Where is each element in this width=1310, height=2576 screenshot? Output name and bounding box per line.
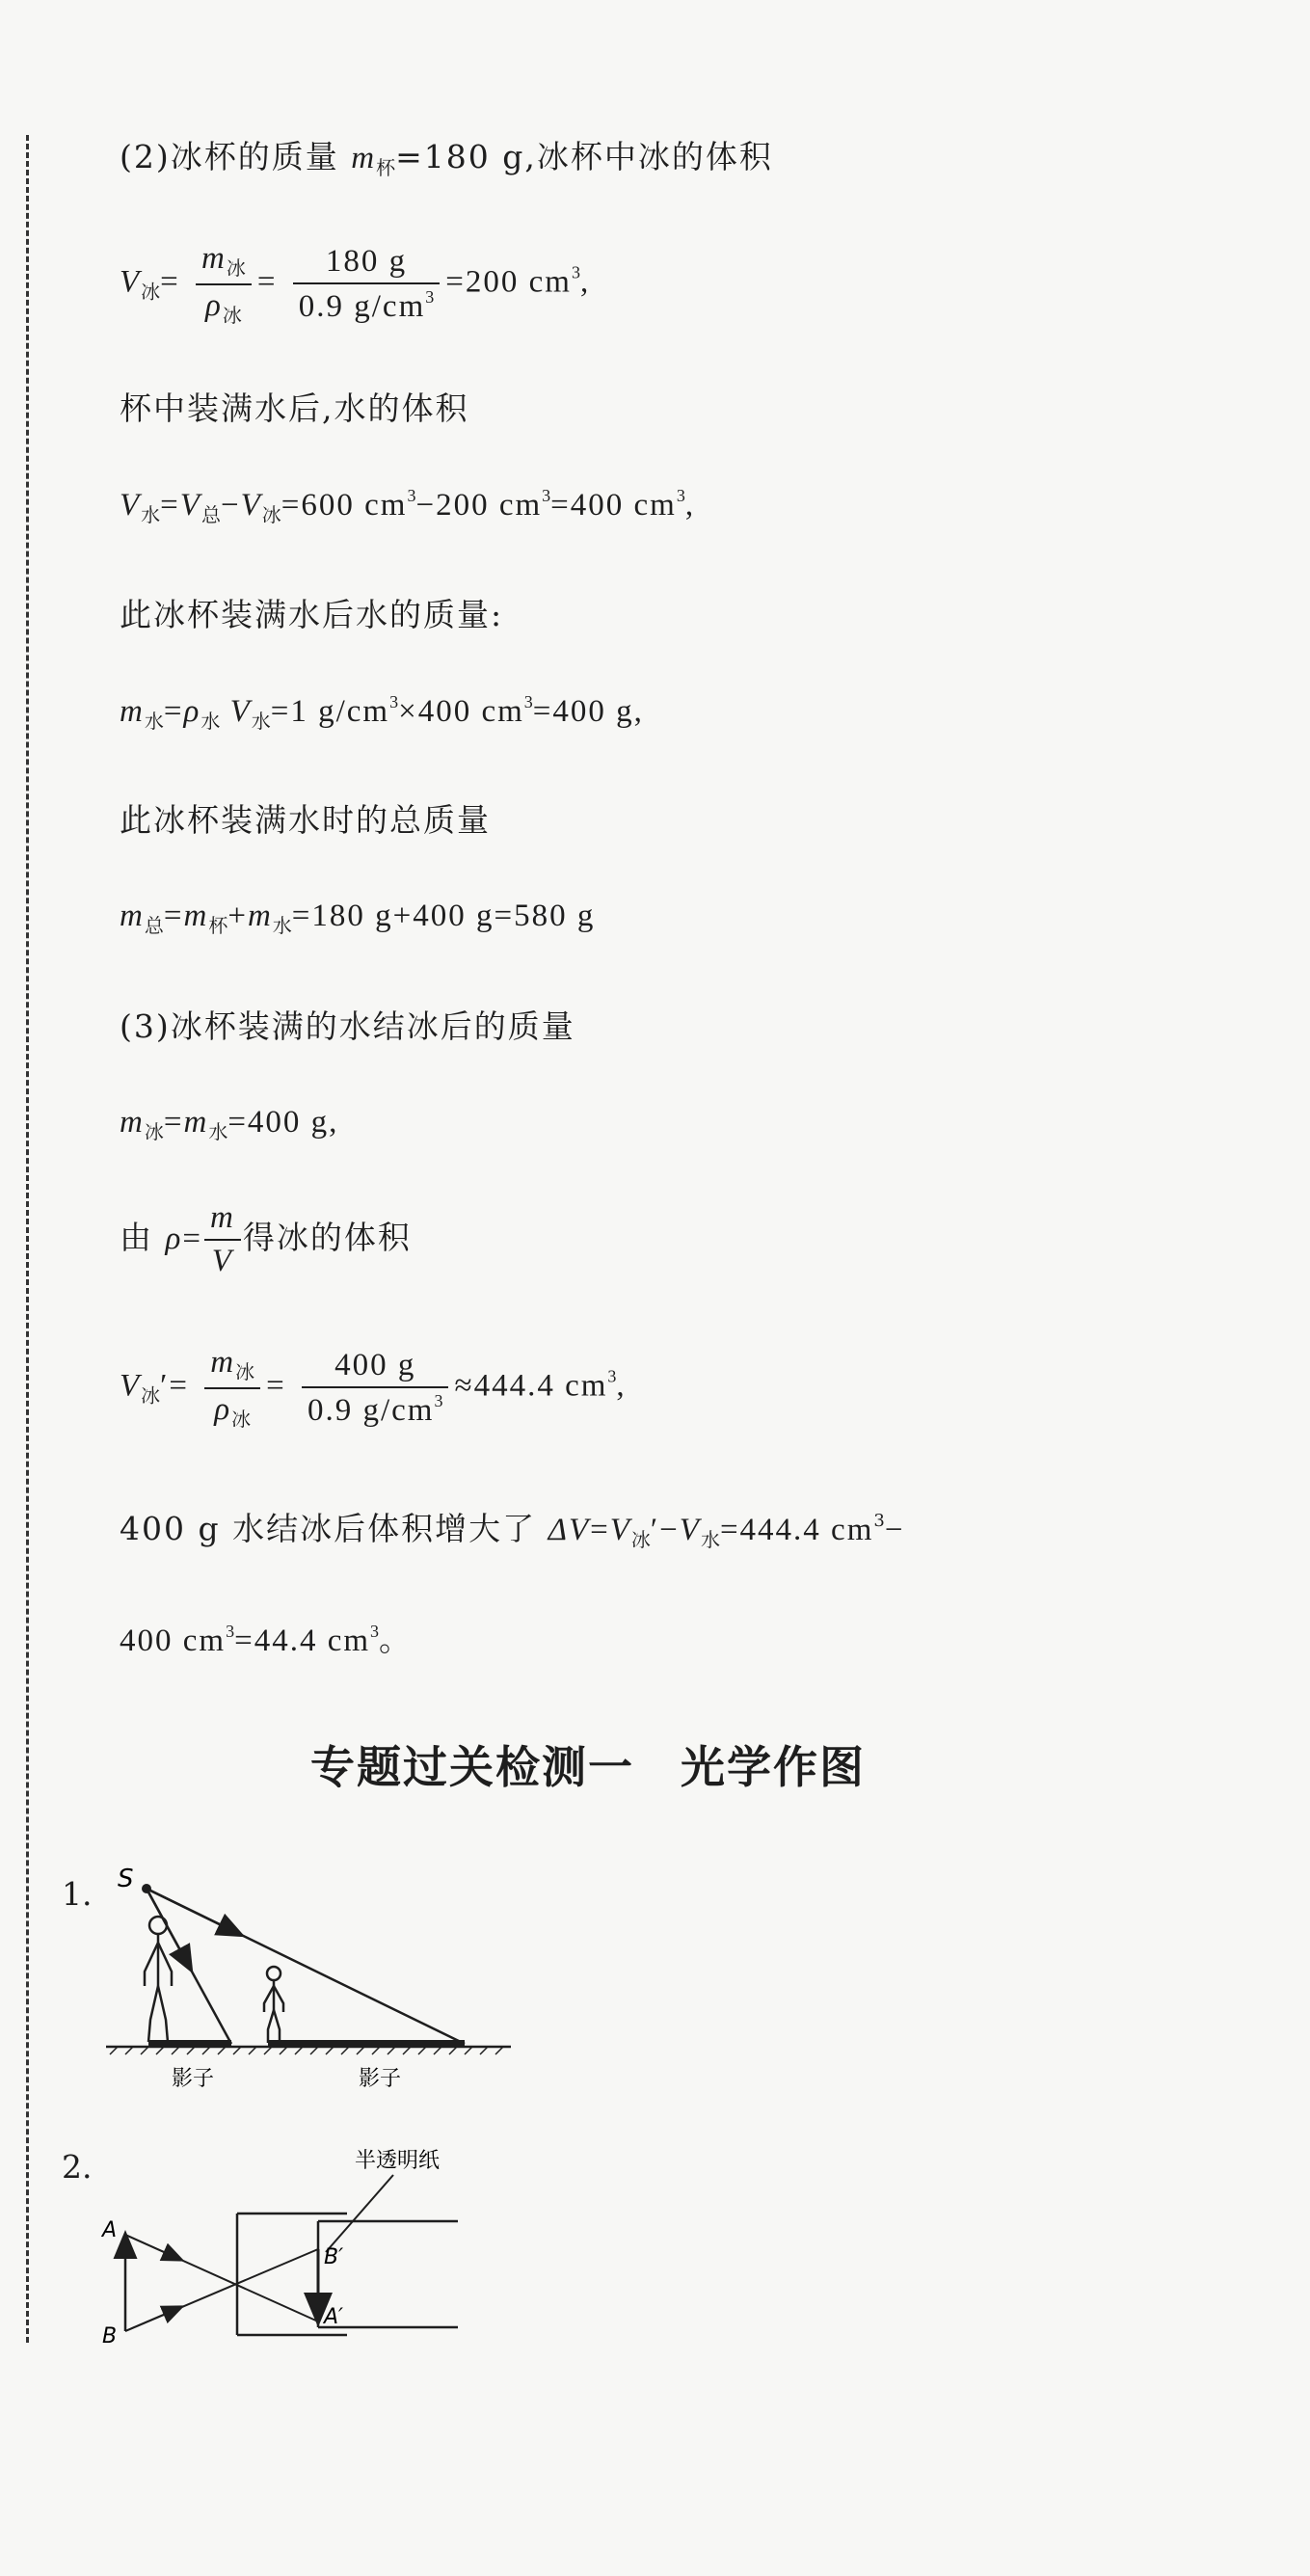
- water-full-text: 杯中装满水后,水的体积: [120, 389, 469, 427]
- point-b-label: B: [102, 2324, 118, 2348]
- light-source-label: S: [118, 1865, 134, 1893]
- ray-a-arrow: [125, 2235, 181, 2260]
- section-title: 专题过关检测一 光学作图: [310, 1741, 866, 1793]
- shadow-1: [148, 2040, 231, 2046]
- equation-ice-volume-2: $V_冰'=$ $\frac{m_冰}{\rho_冰}$ = $\frac{400 g}{0.9 g/cm^3}$ ≈444.4 $cm^3$,: [120, 1345, 627, 1431]
- pinhole-diagram: [87, 2138, 492, 2360]
- point-a-prime-label: A′: [324, 2305, 344, 2329]
- total-text: 此冰杯装满水时的总质量: [120, 801, 491, 839]
- fraction-values: $\frac{180 g}{0.9 g/cm^3}$: [293, 244, 440, 325]
- question-2-number: 2.: [62, 2148, 93, 2186]
- mass-text: 此冰杯装满水后水的质量:: [120, 596, 504, 633]
- ray-long-arrow: [147, 1889, 241, 1935]
- volume-increase-line-1: 400 g 水结冰后体积增大了 $\Delta V=V_冰'-V_水=444.4$ $cm^3-$: [120, 1510, 905, 1551]
- fraction-values-2: $\frac{400 g}{0.9 g/cm^3}$: [302, 1348, 448, 1429]
- fraction-m-over-v: $\frac{m}{V}$: [204, 1200, 241, 1279]
- person-1: [145, 1917, 172, 2042]
- box-outline: [237, 2214, 458, 2335]
- person-2: [264, 1967, 283, 2043]
- equation-ice-mass: $m_冰=m_水=400$ g,: [120, 1105, 339, 1143]
- shadow-1-label: 影子: [172, 2067, 215, 2091]
- equation-ice-volume: $V_冰=$ $\frac{m_冰}{\rho_冰}$ = $\frac{180 g}{0.9 g/cm^3}$ =200 $cm^3$,: [120, 241, 591, 327]
- fraction-m-over-rho-2: $\frac{m_冰}{\rho_冰}$: [204, 1345, 260, 1432]
- shadow-2: [268, 2040, 465, 2046]
- cut-line: [26, 135, 29, 2343]
- volume-increase-line-2: 400 $cm^3=44.4$ $cm^3$。: [120, 1622, 414, 1658]
- translucent-paper-label: 半透明纸: [355, 2149, 441, 2173]
- part3-text: (3)冰杯装满的水结冰后的质量: [120, 1007, 575, 1045]
- point-a-label: A: [102, 2218, 118, 2242]
- equation-total-mass: $m_总=m_杯+m_水=180$ g+400 g=580 g: [120, 899, 596, 937]
- shadow-2-label: 影子: [359, 2067, 402, 2091]
- density-formula-text: 由 ρ= $\frac{m}{V}$ 得冰的体积: [120, 1200, 412, 1278]
- point-b-prime-label: B′: [324, 2245, 344, 2269]
- question-1-number: 1.: [62, 1875, 93, 1913]
- fraction-m-over-rho: $\frac{m_冰}{\rho_冰}$: [196, 241, 252, 328]
- ray-b-arrow: [125, 2307, 181, 2331]
- equation-water-mass: $m_水=\rho_水$ $V_水=1$ $g/cm^3\times 400$ $cm^3=400$ g,: [120, 692, 644, 733]
- part2-intro: (2)冰杯的质量 $m_杯=180$ g,冰杯中冰的体积: [120, 138, 773, 179]
- shadow-diagram: [87, 1865, 530, 2106]
- equation-water-volume: $V_水=V_总-V_冰=600$ $cm^3-200$ $cm^3=400$ $cm^3$,: [120, 486, 696, 526]
